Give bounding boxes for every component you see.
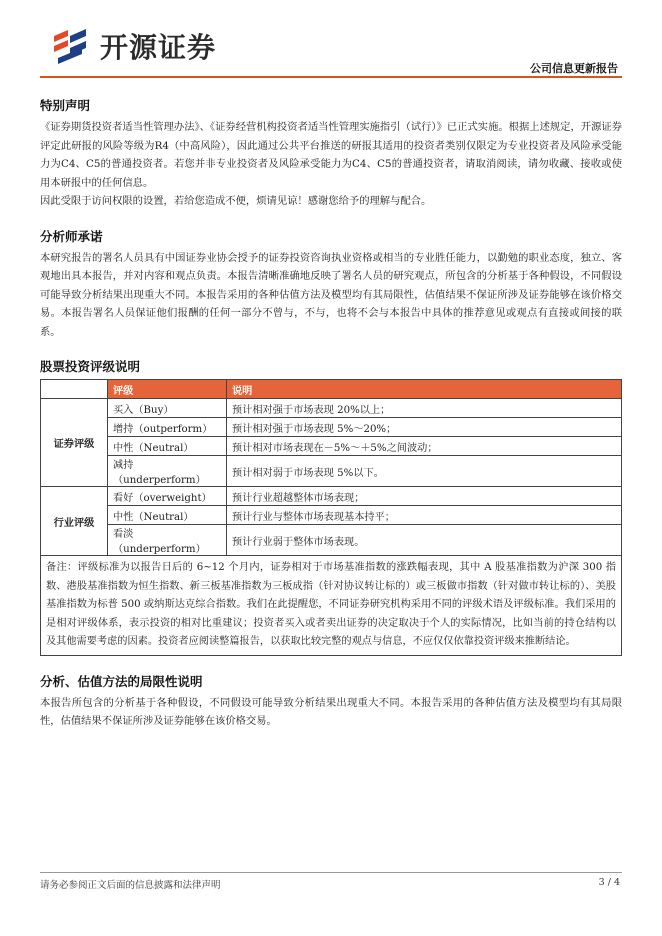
desc-cell: 预计相对强于市场表现 20%以上；	[227, 399, 622, 418]
page-number: 3 / 4	[598, 877, 620, 888]
desc-cell: 预计行业超越整体市场表现；	[227, 487, 622, 506]
brand-mark-icon	[52, 26, 92, 66]
special-statement-section	[40, 96, 622, 211]
table-header-blank	[41, 380, 108, 399]
rating-cell: 减持（underperform）	[108, 456, 227, 487]
analyst-commitment-section	[40, 227, 622, 342]
analyst-commitment-text: 本研究报告的署名人员具有中国证券业协会授予的证券投资咨询执业资格或相当的专业胜任能力，以勤勉的职业态度，独立、客观地出具本报告，并对内容和观点负责。本报告清晰准确地反映了署名人员的研究观点，所包含的分析基于各种假设，不同假设可能导致分析结果出现重大不同。本报告采用的各种估值方法及模型均有其局限性，估值结果不保证所涉及证券能够在该价格交易。本报告署名人员保证他们报酬的任何一部分不曾与，不与，也将不会与本报告中具体的推荐意见或观点有直接或间接的联系。	[40, 251, 622, 338]
table-row	[41, 418, 622, 437]
brand-name: 开源证券	[100, 31, 217, 64]
header-divider	[40, 76, 622, 78]
table-row	[41, 525, 622, 556]
footer-divider	[40, 872, 622, 873]
table-row	[41, 456, 622, 487]
table-header-row	[41, 380, 622, 399]
table-row	[41, 506, 622, 525]
desc-cell: 预计行业弱于整体市场表现。	[227, 525, 622, 556]
rating-cell: 买入（Buy）	[108, 399, 227, 418]
group-label-industry: 行业评级	[41, 487, 108, 556]
main-content	[40, 96, 622, 747]
group-label-security: 证券评级	[41, 399, 108, 487]
rating-section	[40, 357, 622, 656]
rating-cell: 看淡（underperform）	[108, 525, 227, 556]
analyst-commitment-title: 分析师承诺	[40, 228, 103, 244]
rating-table	[40, 379, 622, 656]
rating-cell: 中性（Neutral）	[108, 506, 227, 525]
table-header-rating: 评级	[108, 380, 227, 399]
special-statement-title: 特别声明	[40, 98, 91, 113]
table-row	[41, 487, 622, 506]
table-header-desc: 说明	[227, 380, 622, 399]
desc-cell: 预计行业与整体市场表现基本持平；	[227, 506, 622, 525]
limitations-title: 分析、估值方法的局限性说明	[40, 673, 203, 689]
limitations-section	[40, 672, 622, 731]
brand-logo	[52, 26, 216, 66]
table-row	[41, 399, 622, 418]
footer-disclaimer: 请务必参阅正文后面的信息披露和法律声明	[40, 880, 221, 891]
rating-cell: 增持（outperform）	[108, 418, 227, 437]
report-type: 公司信息更新报告	[530, 62, 618, 75]
desc-cell: 预计相对强于市场表现 5%～20%；	[227, 418, 622, 437]
limitations-text: 本报告所包含的分析基于各种假设，不同假设可能导致分析结果出现重大不同。本报告采用的各种估值方法及模型均有其局限性，估值结果不保证所涉及证券能够在该价格交易。	[40, 696, 622, 727]
rating-table-title: 股票投资评级说明	[40, 359, 141, 374]
special-statement-paragraph-1: 《证券期货投资者适当性管理办法》、《证券经营机构投资者适当性管理实施指引（试行）》已正式实施。根据上述规定，开源证券评定此研报的风险等级为R4（中高风险），因此通过公共平台推送的研报其适用的投资者类别仅限定为专业投资者及风险承受能力为C4、C5的普通投资者。若您并非专业投资者及风险承受能力为C4、C5的普通投资者，请取消阅读，请勿收藏、接收或使用本研报中的任何信息。	[40, 121, 622, 189]
rating-cell: 中性（Neutral）	[108, 437, 227, 456]
special-statement-paragraph-2: 因此受限于访问权限的设置，若给您造成不便，烦请见谅！感谢您给予的理解与配合。	[40, 195, 432, 207]
rating-cell: 看好（overweight）	[108, 487, 227, 506]
table-row	[41, 437, 622, 456]
table-note-row	[41, 556, 622, 656]
desc-cell: 预计相对弱于市场表现 5%以下。	[227, 456, 622, 487]
desc-cell: 预计相对市场表现在－5%～＋5%之间波动；	[227, 437, 622, 456]
rating-note: 备注：评级标准为以报告日后的 6~12 个月内，证券相对于市场基准指数的涨跌幅表现，其中 A 股基准指数为沪深 300 指数、港股基准指数为恒生指数、新三板基准指数为三板成指（针对协议转让标的）或三板做市指数（针对做市转让标的）、美股基准指数为标普 500 或纳斯达克综合指数。我们在此提醒您，不同证券研究机构采用不同的评级术语及评级标准。我们采用的是相对评级体系，表示投资的相对比重建议；投资者买入或者卖出证券的决定取决于个人的实际情况，比如当前的持仓结构以及其他需要考虑的因素。投资者应阅读整篇报告，以获取比较完整的观点与信息，不应仅仅依靠投资评级来推断结论。	[41, 556, 622, 656]
